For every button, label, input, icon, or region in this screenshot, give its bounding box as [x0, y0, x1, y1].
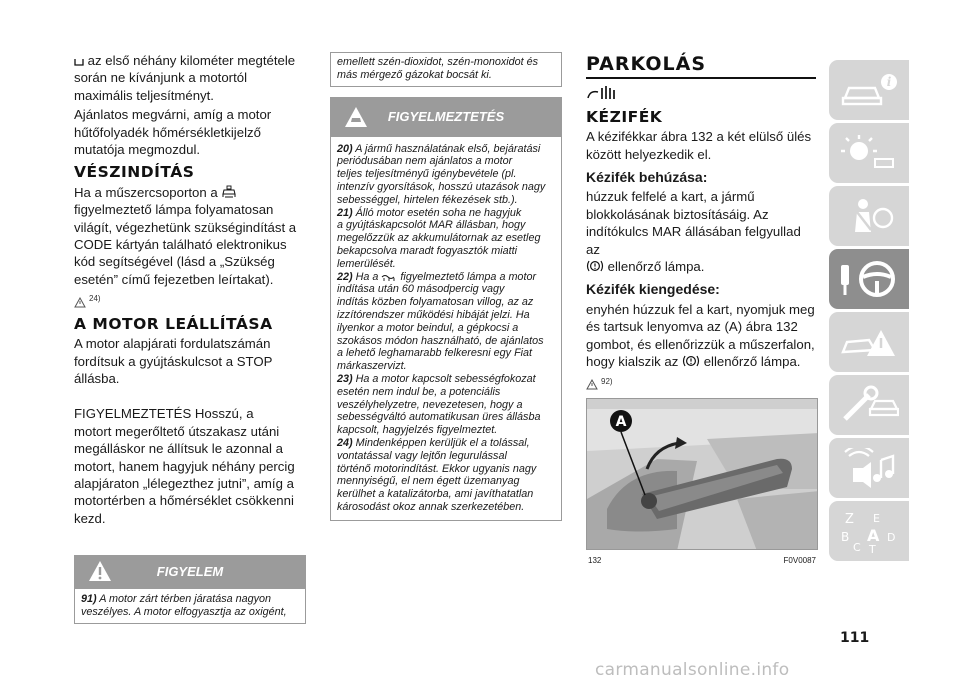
- caution-box-header: [330, 97, 562, 137]
- text-line: veszélyhelyzetre, nevezetesen, hogy a: [337, 398, 523, 411]
- text-line: Mindenképpen kerüljük el a tolással,: [352, 436, 530, 449]
- text-line: figyelmeztető lámpa folyamatosan: [74, 202, 274, 218]
- warning-paragraph: [74, 405, 306, 527]
- text-line: izzítórendszer működési hibáját jelzi. Ha: [337, 308, 530, 321]
- text-line: teljes teljesítményű igénybevétele (pl.: [337, 168, 517, 181]
- chapter-tab-maintenance[interactable]: [829, 375, 909, 435]
- figure-code: F0V0087: [783, 555, 816, 565]
- glow-plug-icon: [381, 273, 397, 282]
- text-line: között helyezkedik el.: [586, 146, 712, 162]
- car-crash-warning-icon: [839, 322, 899, 362]
- start-paragraph: [74, 184, 306, 288]
- handbrake-figure: [586, 398, 818, 550]
- text-line: történő motorindítást. Ekkor ugyanis nagy: [337, 462, 537, 475]
- text-line: esetén” című fejezetben leírtakat).: [74, 271, 274, 287]
- text-line: állásba.: [74, 370, 120, 386]
- text-line: fordítsuk a gyújtáskulcsot a STOP: [74, 353, 273, 369]
- warning-triangle-icon: [586, 379, 598, 390]
- car-info-icon: [839, 70, 899, 110]
- text-line: blokkolásának biztosításáig. Az: [586, 206, 769, 222]
- car-caution-icon: [344, 106, 368, 128]
- text-line: motort megerőltető útszakasz utáni: [74, 423, 280, 439]
- text-line: intenzív gyorsítások, hosszú utazások nagy: [337, 180, 546, 193]
- seatbelt-airbag-icon: [839, 196, 899, 236]
- reference-24: [74, 290, 306, 307]
- svg-text:A: A: [867, 526, 880, 545]
- chapter-tab-multimedia[interactable]: [829, 438, 909, 498]
- wrench-car-icon: [839, 385, 899, 425]
- note-number: 20): [337, 142, 353, 155]
- column-3: [586, 52, 818, 569]
- text-line: veszélyes. A motor elfogyasztja az oxigént,: [81, 605, 287, 618]
- chapter-tab-dashboard[interactable]: [829, 60, 909, 120]
- text-line: megálláskor ne állítsuk le azonnal a: [74, 441, 283, 457]
- text-line: kapcsolt, hagyjelzés figyelmeztet.: [337, 424, 498, 437]
- text-line: márkaszervizt.: [337, 360, 407, 373]
- intro-paragraph-2: [74, 106, 306, 158]
- text-line: indítókulcs MAR állásában felgyullad az: [586, 224, 801, 257]
- text-line: a gyújtáskapcsolót MAR állásban, hogy: [337, 219, 526, 232]
- stop-paragraph: [74, 335, 306, 387]
- warning-triangle-icon: [74, 297, 86, 308]
- handbrake-illustration: [587, 399, 818, 550]
- text-line: mutatója megmozdul.: [74, 142, 201, 158]
- text-line: motort, hanem hagyjuk néhány percig: [74, 458, 295, 474]
- chapter-tab-index[interactable]: [829, 501, 909, 561]
- text-line: esetén nem indul be, a potenciális: [337, 385, 501, 398]
- text-line: lemerülését.: [337, 257, 396, 270]
- text-line: Ha a: [352, 270, 379, 283]
- text-line: ellenőrző lámpa.: [604, 259, 705, 275]
- text-line: mennyiségű, el nem égett üzemanyag: [337, 475, 520, 488]
- text-line: A motor alapjárati fordulatszámán: [74, 336, 271, 352]
- svg-text:i: i: [886, 75, 892, 89]
- reference-number: 24): [89, 294, 101, 304]
- text-line: a lehető leghamarabb felkeresni egy Fiat: [337, 347, 533, 360]
- continue-bracket-icon: [74, 57, 84, 67]
- text-line: CODE kártyán található elektronikus: [74, 237, 287, 253]
- text-line: hűtőfolyadék hőmérsékletkijelző: [74, 124, 261, 140]
- warning-triangle-icon: [88, 560, 112, 582]
- text-line: enyhén húzzuk fel a kart, nyomjuk meg: [586, 301, 815, 317]
- text-line: sebességváltó automatikusan üres állásba: [337, 411, 541, 424]
- chapter-tab-lights[interactable]: [829, 123, 909, 183]
- handbrake-paragraph: [586, 128, 818, 163]
- note-21: [337, 207, 555, 271]
- chapter-sidebar: [829, 60, 912, 564]
- text-line: Ha a műszercsoporton a: [74, 184, 218, 200]
- section-title: PARKOLÁS: [586, 53, 707, 75]
- note-number: 24): [337, 436, 353, 449]
- text-line: és tartsuk lenyomva az (A) ábra 132: [586, 319, 798, 335]
- watermark[interactable]: carmanualsonline.info: [595, 660, 790, 680]
- note-number: 21): [337, 206, 353, 219]
- column-2: [330, 52, 562, 521]
- text-line: az első néhány kilométer megtétele: [87, 53, 296, 68]
- text-line: figyelmeztető lámpa a motor: [397, 270, 537, 283]
- page-number: 111: [840, 630, 870, 646]
- steering-wheel-key-icon: [837, 257, 901, 301]
- text-line: indítás közben folyamatosan villog, az az: [337, 296, 534, 309]
- text-line: A kézifékkar ábra 132 a két elülső ülés: [586, 129, 812, 145]
- text-line: világít, végezhetünk szükségindítást a: [74, 219, 297, 235]
- figure-number: 132: [588, 555, 602, 565]
- text-line: gombot, és ellenőrizzük a műszerfalon,: [586, 336, 815, 352]
- heading-emergency-start: VÉSZINDÍTÁS: [74, 163, 195, 182]
- text-line: más mérgező gázokat bocsát ki.: [337, 68, 492, 81]
- text-line: Ajánlatos megvárni, amíg a motor: [74, 107, 272, 123]
- chapter-tab-emergency[interactable]: [829, 312, 909, 372]
- text-line: indítása után 60 másodpercig vagy: [337, 283, 505, 296]
- text-line: motortérben a hőmérséklet csökkenni: [74, 493, 294, 509]
- caution-box-body: [330, 137, 562, 521]
- release-paragraph: [586, 301, 818, 371]
- continued-danger-box: [330, 52, 562, 87]
- svg-text:C: C: [853, 541, 861, 553]
- heading-engine-stop: A MOTOR LEÁLLÍTÁSA: [74, 314, 273, 333]
- figure-caption: [586, 552, 818, 569]
- text-line: szokásos módon használható, de ajánlatos: [337, 334, 544, 347]
- danger-box-header: [74, 555, 306, 589]
- text-line: vontatással vagy lejtőn legurulással: [337, 449, 507, 462]
- text-line: periódusában nem ajánlatos a motor: [337, 155, 513, 168]
- text-line: A jármű használatának első, bejáratási: [352, 142, 541, 155]
- reference-number: 92): [601, 376, 613, 386]
- text-line: sebességgel, hirtelen fékezések stb.).: [337, 193, 518, 206]
- car-lock-warning-icon: [221, 185, 237, 199]
- text-line: ilyenkor a motor beindul, a gépkocsi a: [337, 321, 519, 334]
- heading-apply-handbrake: Kézifék behúzása:: [586, 169, 708, 186]
- svg-text:E: E: [873, 512, 880, 525]
- text-line: maximális teljesítményt.: [74, 87, 214, 103]
- chapter-tab-driving[interactable]: [829, 249, 909, 309]
- light-icon: [839, 133, 899, 173]
- text-line: során ne kívánjunk a motortól: [74, 70, 247, 86]
- heading-handbrake: KÉZIFÉK: [586, 107, 663, 126]
- text-line: FIGYELMEZTETÉS Hosszú, a: [74, 406, 254, 422]
- danger-box-body: [74, 589, 306, 624]
- note-20: [337, 143, 555, 207]
- note-number: 23): [337, 372, 353, 385]
- reference-92: [586, 373, 818, 390]
- svg-text:T: T: [869, 543, 876, 553]
- text-line: alapjáraton „lélegezthez jutni”, amíg a: [74, 475, 294, 491]
- column-1: [74, 52, 306, 624]
- chapter-tab-safety[interactable]: [829, 186, 909, 246]
- text-line: kód segítségével (lásd a „Szükség: [74, 254, 275, 270]
- intro-paragraph: [74, 52, 306, 104]
- note-number: 91): [81, 593, 97, 606]
- caution-box-title: FIGYELMEZTETÉS: [387, 109, 505, 125]
- text-line: A motor zárt térben járatása nagyon: [96, 593, 272, 606]
- heading-release-handbrake: Kézifék kiengedése:: [586, 281, 720, 298]
- text-line: bekapcsolva maradt fogyasztók miatti: [337, 244, 518, 257]
- text-line: kezd.: [74, 510, 106, 526]
- text-line: Álló motor esetén soha ne hagyjuk: [352, 206, 522, 219]
- text-line: hogy kialszik az: [586, 354, 679, 370]
- danger-box-title: FIGYELEM: [156, 564, 224, 580]
- svg-text:B: B: [841, 530, 850, 544]
- title-rule: [586, 77, 816, 79]
- note-22: [337, 271, 555, 373]
- note-24: [337, 437, 555, 514]
- apply-paragraph: [586, 188, 818, 275]
- note-number: 22): [337, 270, 353, 283]
- brake-warning-icon: [682, 354, 700, 368]
- svg-text:Z: Z: [845, 512, 854, 527]
- multimedia-icon: [839, 448, 899, 488]
- parking-brake-lamp-icon: [586, 84, 620, 102]
- text-line: kerülhet a katalizátorba, ami javíthatatlan: [337, 488, 534, 501]
- alphabet-index-icon: [839, 509, 899, 553]
- brake-warning-icon: [586, 259, 604, 273]
- text-line: megelőzzük az akkumulátornak az esetleg: [337, 232, 541, 245]
- text-line: emellett szén-dioxidot, szén-monoxidot és: [337, 56, 539, 68]
- svg-text:D: D: [887, 531, 896, 544]
- text-line: Ha a motor kapcsolt sebességfokozat: [352, 372, 536, 385]
- text-line: húzzuk felfelé a kart, a jármű: [586, 189, 755, 205]
- text-line: károsodást okoz annak szerkezetében.: [337, 500, 525, 513]
- text-line: ellenőrző lámpa.: [700, 354, 801, 370]
- callout-a-label: A: [615, 413, 627, 430]
- note-23: [337, 373, 555, 437]
